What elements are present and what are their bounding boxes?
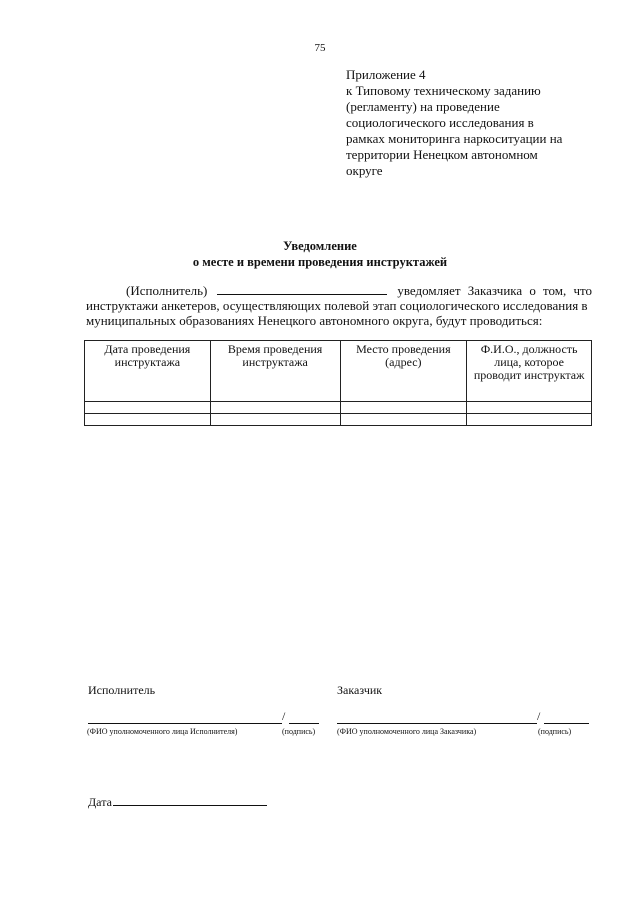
table-cell [467,414,592,426]
executor-name-line [88,723,282,724]
page-number: 75 [314,42,326,54]
executor-name-blank [217,283,387,295]
customer-separator: / [537,709,541,723]
header-date: Дата проведения инструктажа [85,341,211,402]
header-person: Ф.И.О., должность лица, которое проводит инструктаж [467,341,592,402]
customer-sign-line [544,723,589,724]
appendix-line: к Типовому техническому заданию [346,83,541,98]
executor-sign-line [289,723,319,724]
document-title [0,238,640,270]
table-header-row [85,341,592,402]
table-cell [210,414,340,426]
appendix-line: Приложение 4 [346,67,426,82]
customer-name-caption: (ФИО уполномоченного лица Заказчика) [337,727,477,736]
executor-name-caption: (ФИО уполномоченного лица Исполнителя) [87,727,238,736]
table-cell [210,402,340,414]
intro-line-3: муниципальных образованиях Ненецкого автономного округа, будут проводиться: [86,313,543,328]
intro-paragraph [86,283,592,328]
briefing-schedule-table [84,340,592,426]
table-row [85,414,592,426]
header-time: Время проведения инструктажа [210,341,340,402]
intro-line-1 [86,283,592,298]
title-line-2: о месте и времени проведения инструктажей [192,255,448,269]
customer-name-line [337,723,537,724]
appendix-line: рамках мониторинга наркоситуации на [346,131,563,146]
table-cell [85,402,211,414]
table-row [85,402,592,414]
header-place: Место проведения (адрес) [340,341,467,402]
date-line [113,795,267,806]
appendix-line: округе [346,163,383,178]
executor-separator: / [282,709,286,723]
executor-placeholder: (Исполнитель) [126,283,208,298]
executor-sign-caption: (подпись) [282,727,316,736]
table-cell [467,402,592,414]
date-label: Дата [88,795,112,809]
executor-label: Исполнитель [88,683,156,697]
table-cell [85,414,211,426]
appendix-line: территории Ненецком автономном [346,147,538,162]
customer-sign-caption: (подпись) [538,727,572,736]
appendix-line: (регламенту) на проведение [346,99,500,114]
title-line-1: Уведомление [283,239,357,253]
intro-line-1-text: уведомляет Заказчика о том, что [397,283,592,298]
intro-line-2: инструктажи анкетеров, осуществляющих полевой этап социологического исследования в [86,298,588,313]
appendix-header [346,67,596,179]
date-field [88,795,267,810]
customer-label: Заказчик [337,683,383,697]
appendix-line: социологического исследования в [346,115,534,130]
table-cell [340,414,467,426]
table-cell [340,402,467,414]
